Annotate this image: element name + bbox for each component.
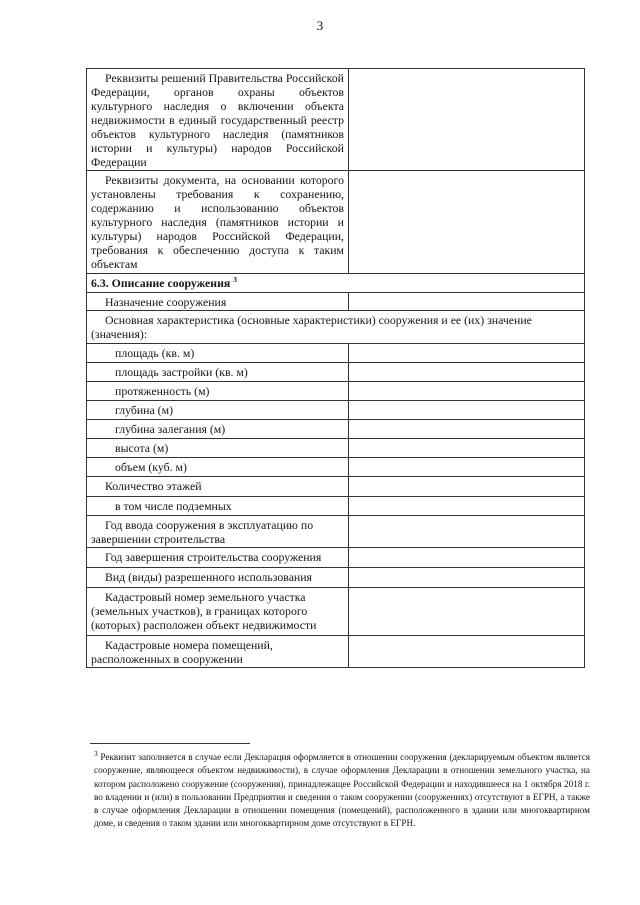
table-row bbox=[87, 516, 585, 548]
footnote-text: Реквизит заполняется в случае если Декларация оформляется в отношении сооружения (декларируемым объектом является сооружение, являющееся объектом недвижимости), в случае оформления Декларации в отношении земельного участка, на котором расположено сооружение (сооружения), принадлежащее Российской Федерации и находившееся на 1 октября 2018 г. во владении и (или) в пользовании Предприятия и сведения о таком сооружении (сооружениях) отсутствуют в ЕГРН, а также в случае оформления Декларации в отношении помещения (помещений), расположенного в здании или многоквартирном доме, и сведения о таком здании или многоквартирном доме отсутствуют в ЕГРН. bbox=[94, 752, 591, 829]
section-header-row bbox=[87, 274, 585, 293]
table-row bbox=[87, 382, 585, 401]
characteristic-built-area-value[interactable] bbox=[349, 363, 585, 382]
building-description-table bbox=[86, 68, 585, 668]
construction-completion-year-value[interactable] bbox=[349, 548, 585, 568]
heritage-requirements-label: Реквизиты документа, на основании которого установлены требования к сохранению, содержанию и использованию объектов культурного наследия (памятников истории и культуры) народов Российской Федерации, требования к обеспечению доступа к таким объектам bbox=[91, 173, 344, 271]
footnote-reference: 3 bbox=[233, 275, 237, 285]
row-label-cell bbox=[87, 497, 349, 516]
section-title-text: 6.3. Описание сооружения bbox=[91, 276, 231, 290]
commissioning-year-label: Год ввода сооружения в эксплуатацию по завершении строительства bbox=[91, 518, 314, 546]
underground-floors-label: в том числе подземных bbox=[115, 499, 232, 513]
row-label-cell bbox=[87, 171, 349, 274]
table-row bbox=[87, 401, 585, 420]
row-label-cell bbox=[87, 588, 349, 636]
table-row bbox=[87, 69, 585, 171]
footnote bbox=[94, 748, 591, 831]
floors-label: Количество этажей bbox=[105, 479, 202, 493]
characteristic-area-label: площадь (кв. м) bbox=[115, 346, 195, 360]
table-row bbox=[87, 588, 585, 636]
row-label-cell bbox=[87, 344, 349, 363]
row-label-cell bbox=[87, 420, 349, 439]
heritage-decision-label: Реквизиты решений Правительства Российской Федерации, органов охраны объектов культурного наследия о включении объекта недвижимости в единый государственный реестр объектов культурного наследия (памятников истории и культуры) народов Российской Федерации bbox=[91, 71, 344, 169]
footnote-divider bbox=[90, 743, 250, 744]
main-characteristic-label: Основная характеристика (основные характеристики) сооружения и ее (их) значение (значения): bbox=[91, 313, 532, 341]
characteristic-depth-value[interactable] bbox=[349, 401, 585, 420]
table-row bbox=[87, 171, 585, 274]
row-label-cell bbox=[87, 548, 349, 568]
purpose-label: Назначение сооружения bbox=[105, 295, 227, 309]
permitted-use-label: Вид (виды) разрешенного использования bbox=[105, 570, 312, 584]
characteristic-length-label: протяженность (м) bbox=[115, 384, 210, 398]
table-row bbox=[87, 568, 585, 588]
construction-completion-year-label: Год завершения строительства сооружения bbox=[105, 550, 322, 564]
characteristic-volume-value[interactable] bbox=[349, 458, 585, 477]
row-label-cell bbox=[87, 382, 349, 401]
heritage-decision-value[interactable] bbox=[349, 69, 585, 171]
footnote-mark: 3 bbox=[94, 748, 98, 758]
premises-cadastral-numbers-value[interactable] bbox=[349, 636, 585, 668]
row-label-cell bbox=[87, 363, 349, 382]
table-row bbox=[87, 420, 585, 439]
characteristic-volume-label: объем (куб. м) bbox=[115, 460, 187, 474]
characteristic-built-area-label: площадь застройки (кв. м) bbox=[115, 365, 248, 379]
characteristic-occurrence-depth-value[interactable] bbox=[349, 420, 585, 439]
table-row bbox=[87, 636, 585, 668]
row-label-cell bbox=[87, 458, 349, 477]
table-row bbox=[87, 458, 585, 477]
characteristic-length-value[interactable] bbox=[349, 382, 585, 401]
row-label-cell bbox=[87, 69, 349, 171]
row-label-cell bbox=[87, 516, 349, 548]
characteristic-occurrence-depth-label: глубина залегания (м) bbox=[115, 422, 226, 436]
table-row bbox=[87, 311, 585, 344]
section-title bbox=[87, 274, 584, 290]
table-row bbox=[87, 477, 585, 497]
row-label-cell bbox=[87, 477, 349, 497]
row-label-cell bbox=[87, 439, 349, 458]
table-row bbox=[87, 439, 585, 458]
heritage-requirements-value[interactable] bbox=[349, 171, 585, 274]
permitted-use-value[interactable] bbox=[349, 568, 585, 588]
table-row bbox=[87, 344, 585, 363]
floors-value[interactable] bbox=[349, 477, 585, 497]
table-row bbox=[87, 548, 585, 568]
land-cadastral-number-label: Кадастровый номер земельного участка (земельных участков), в границах которого (которых) расположен объект недвижимости bbox=[91, 590, 317, 632]
characteristic-area-value[interactable] bbox=[349, 344, 585, 363]
table-row bbox=[87, 497, 585, 516]
land-cadastral-number-value[interactable] bbox=[349, 588, 585, 636]
row-label-cell bbox=[87, 636, 349, 668]
main-characteristic-cell bbox=[87, 311, 585, 344]
table-row bbox=[87, 293, 585, 311]
table-row bbox=[87, 363, 585, 382]
purpose-value[interactable] bbox=[349, 293, 585, 311]
section-header-cell bbox=[87, 274, 585, 293]
underground-floors-value[interactable] bbox=[349, 497, 585, 516]
characteristic-depth-label: глубина (м) bbox=[115, 403, 174, 417]
commissioning-year-value[interactable] bbox=[349, 516, 585, 548]
row-label-cell bbox=[87, 293, 349, 311]
premises-cadastral-numbers-label: Кадастровые номера помещений, расположенных в сооружении bbox=[91, 638, 273, 666]
characteristic-height-value[interactable] bbox=[349, 439, 585, 458]
page-number: 3 bbox=[316, 18, 324, 33]
characteristic-height-label: высота (м) bbox=[115, 441, 169, 455]
row-label-cell bbox=[87, 401, 349, 420]
row-label-cell bbox=[87, 568, 349, 588]
